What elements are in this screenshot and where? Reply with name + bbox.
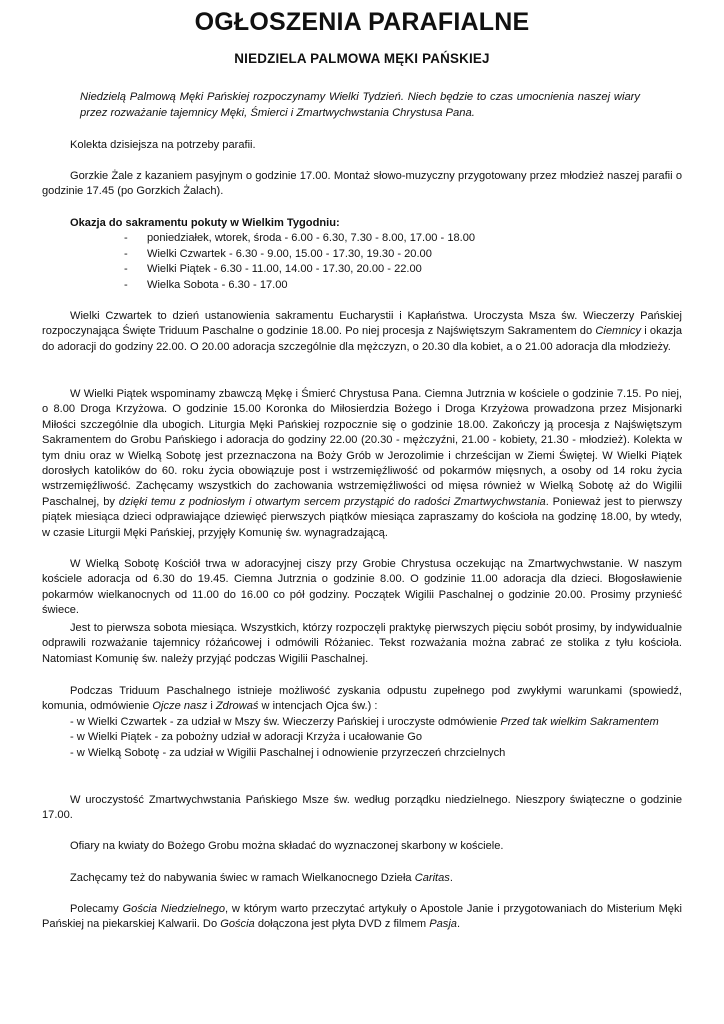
first-saturday-paragraph: Jest to pierwsza sobota miesiąca. Wszystkich, którzy rozpoczęli praktykę pierwszych pięciu sobót prosimy, by indywidualnie odprawili rozważanie tajemnicy różańcowej i odmówili Różaniec. Tekst rozważania można zabrać ze stolika z tyłu kościoła. Natomiast Komunię św. należy przyjąć podczas Wigilii Paschalnej. [42,622,682,665]
intro-paragraph: Niedzielą Palmową Męki Pańskiej rozpoczynamy Wielki Tydzień. Niech będzie to czas umocnienia naszej wiary przez rozważanie tajemnicy Męki, Śmierci i Zmartwychwstania Chrystusa Pana. [80,91,640,119]
page-subtitle: NIEDZIELA PALMOWA MĘKI PAŃSKIEJ [234,51,490,66]
indulgence-item: - w Wielki Piątek - za pobożny udział w adoracji Krzyża i ucałowanie Go [70,731,423,744]
page-title: OGŁOSZENIA PARAFIALNE [194,8,530,36]
candles-paragraph: Zachęcamy też do nabywania świec w ramach Wielkanocnego Dzieła Caritas. [70,872,453,884]
confession-section [42,216,682,293]
list-item: - Wielki Czwartek - 6.30 - 9.00, 15.00 - 17.30, 19.30 - 20.00 [124,247,432,260]
indulgence-item: - w Wielką Sobotę - za udział w Wigilii Paschalnej i odnowienie przyrzeczeń chrzcielnych [70,746,506,759]
gorzkie-zale-paragraph: Gorzkie Żale z kazaniem pasyjnym o godzinie 17.00. Montaż słowo-muzyczny przygotowany przez młodzież naszej parafii o godzinie 17.45 (po Gorzkich Żalach). [42,170,682,198]
flowers-offering-paragraph: Ofiary na kwiaty do Bożego Grobu można składać do wyznaczonej skarbony w kościele. [70,840,504,852]
confession-schedule-list [42,231,682,293]
gosc-niedzielny-paragraph: Polecamy Gościa Niedzielnego, w którym warto przeczytać artykuły o Apostole Janie i przygotowaniach do Misterium Męki Pańskiej na piekarskiej Kalwarii. Do Gościa dołączona jest płyta DVD z filmem Pasja. [42,903,682,931]
easter-sunday-paragraph: W uroczystość Zmartwychwstania Pańskiego Msze św. według porządku niedzielnego. Nieszpory świąteczne o godzinie 17.00. [42,794,682,822]
good-friday-paragraph: W Wielki Piątek wspominamy zbawczą Mękę i Śmierć Chrystusa Pana. Ciemna Jutrznia w kościele o godzinie 7.15. Po niej, o 8.00 Droga Krzyżowa. O godzinie 15.00 Koronka do Miłosierdzia Bożego i Droga Krzyżowa prowadzona przez Misjonarki Miłości szczególnie dla ubogich. Liturgia Męki Pańskiej rozpocznie się o godzinie 18.00. Zakończy ją procesja z Najświętszym Sakramentem do Grobu Pańskiego i adoracja do godziny 22.00 (20.30 - mężczyźni, 21.00 - kobiety, 21.30 - młodzież). Kolekta w tym dniu oraz w Wielką Sobotę jest przeznaczona na Boży Grób w Jerozolimie i chrześcijan w Ziemi Świętej. W Wielki Piątek dorosłych katolików do 60. roku życia obowiązuje post i wstrzemięźliwość od pokarmów mięsnych, a osoby od 14 roku życia wstrzemięźliwość. Zachęcamy wszystkich do zachowania wstrzemięźliwości od mięsa również w Wielką Sobotę aż do Wigilii Paschalnej, by dzięki temu z podniosłym i otwartym sercem przystąpić do radości Zmartwychwstania. Ponieważ jest to pierwszy piątek miesiąca dzieci odprawiające dziewięć pierwszych piątków miesiąca zapraszamy do kościoła na godzinę 18.00, by wtedy, w czasie Liturgii Męki Pańskiej, przyjęły Komunię św. wynagradzającą. [42,388,682,539]
indulgence-item: - w Wielki Czwartek - za udział w Mszy św. Wieczerzy Pańskiej i uroczyste odmówienie Przed tak wielkim Sakramentem [70,715,659,728]
list-item: - poniedziałek, wtorek, środa - 6.00 - 6.30, 7.30 - 8.00, 17.00 - 18.00 [124,232,476,245]
list-item: - Wielka Sobota - 6.30 - 17.00 [124,278,288,291]
holy-saturday-paragraph: W Wielką Sobotę Kościół trwa w adoracyjnej ciszy przy Grobie Chrystusa oczekując na Zmartwychwstanie. W naszym kościele adoracja od 6.30 do 19.45. Ciemna Jutrznia o godzinie 8.00. O godzinie 11.00 adoracja dla dzieci. Błogosławienie pokarmów wielkanocnych od 11.00 do 16.00 co pół godziny. Początek Wigilii Paschalnej o godzinie 20.00. Prosimy przynieść świece. [42,558,682,617]
confession-heading: Okazja do sakramentu pokuty w Wielkim Tygodniu: [70,217,340,229]
list-item: - Wielki Piątek - 6.30 - 11.00, 14.00 - 17.30, 20.00 - 22.00 [124,263,422,276]
indulgence-intro: Podczas Triduum Paschalnego istnieje możliwość zyskania odpustu zupełnego pod zwykłymi warunkami (spowiedź, komunia, odmówienie Ojcze nasz i Zdrowaś w intencjach Ojca św.) : [42,685,682,713]
kolekta-paragraph: Kolekta dzisiejsza na potrzeby parafii. [70,139,256,151]
holy-thursday-paragraph: Wielki Czwartek to dzień ustanowienia sakramentu Eucharystii i Kapłaństwa. Uroczysta Msza św. Wieczerzy Pańskiej rozpoczynająca Święte Triduum Paschalne o godzinie 18.00. Po niej procesja z Najświętszym Sakramentem do Ciemnicy i okazja do adoracji do godziny 22.00. O 20.00 adoracja szczególnie dla mężczyzn, o 20.30 dla kobiet, a o 21.00 adoracja dla młodzieży. [42,310,682,353]
indulgence-section [42,684,682,761]
